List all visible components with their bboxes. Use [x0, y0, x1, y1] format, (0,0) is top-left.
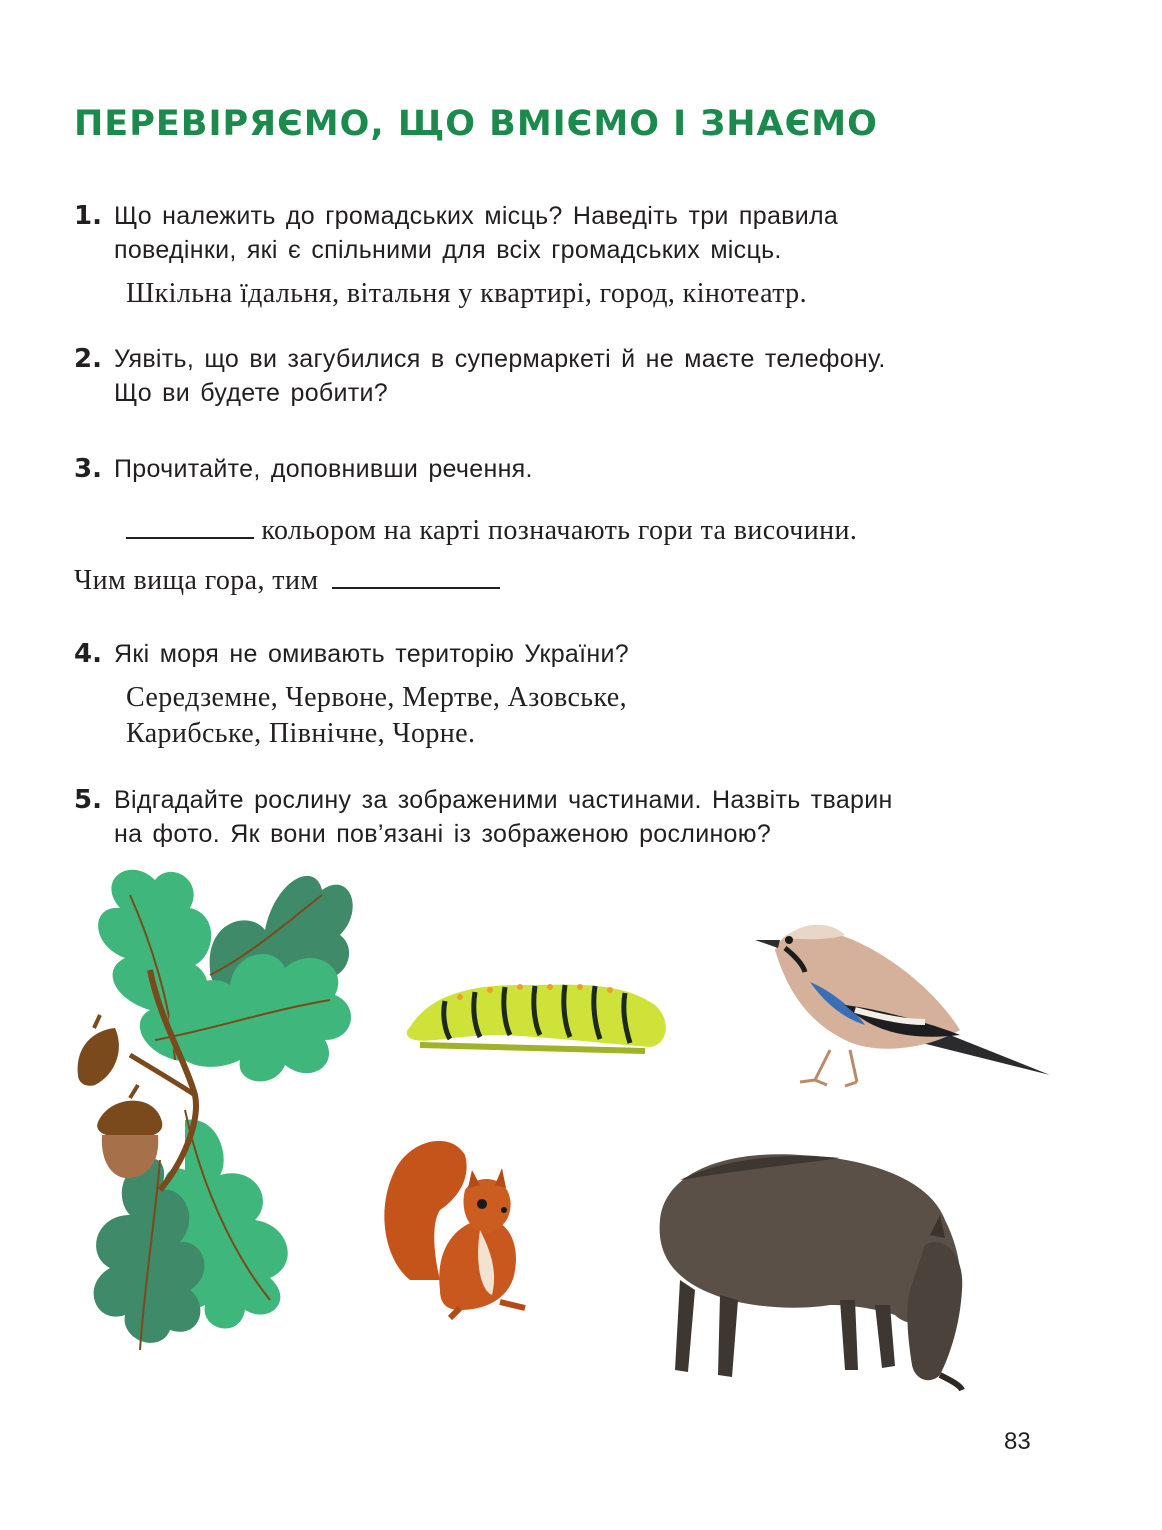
question-text: [114, 199, 1014, 267]
answer-line: Середземне, Червоне, Мертве, Азовське,: [126, 682, 627, 713]
squirrel-illustration: [380, 1130, 550, 1320]
fill-in-sentence-2: [74, 561, 500, 599]
question-line: поведінки, які є спільними для всіх громадських місць.: [114, 236, 782, 264]
answer-options-1: [126, 276, 807, 312]
page-number: 83: [1004, 1428, 1031, 1455]
wild-boar-illustration: [640, 1140, 980, 1400]
fill-in-sentence-1: [126, 511, 857, 549]
acorn-icon: [97, 1085, 162, 1178]
oak-branch-illustration: [60, 860, 360, 1360]
question-number: 3.: [74, 454, 102, 484]
blank-line[interactable]: [126, 511, 254, 539]
question-number: 2.: [74, 344, 102, 374]
caterpillar-illustration: [400, 965, 675, 1075]
question-text: [114, 783, 1014, 851]
jay-illustration: [745, 910, 1065, 1100]
question-line: Що належить до громадських місць? Наведіть три правила: [114, 202, 839, 230]
question-line: Що ви будете робити?: [114, 379, 389, 407]
question-line: Прочитайте, доповнивши речення.: [114, 455, 533, 483]
sentence-text: кольором на карті позначають гори та височини.: [261, 515, 858, 546]
answer-options-4: [126, 680, 627, 752]
question-line: на фото. Як вони пов’язані із зображеною рослиною?: [114, 820, 772, 848]
question-line: Відгадайте рослину за зображеними частинами. Назвіть тварин: [114, 786, 893, 814]
blank-line[interactable]: [332, 561, 500, 589]
answer-line: Шкільна їдальня, вітальня у квартирі, город, кінотеатр.: [126, 278, 807, 309]
question-text: [114, 637, 1014, 671]
question-text: [114, 452, 1014, 486]
acorn-icon: [78, 1015, 119, 1086]
page-title: ПЕРЕВІРЯЄМО, ЩО ВМІЄМО І ЗНАЄМО: [74, 104, 878, 144]
answer-line: Карибське, Північне, Чорне.: [126, 718, 476, 749]
question-text: [114, 342, 1014, 410]
sentence-text: Чим вища гора, тим: [74, 565, 319, 596]
question-number: 1.: [74, 201, 102, 231]
question-number: 4.: [74, 639, 102, 669]
question-line: Які моря не омивають територію України?: [114, 640, 629, 668]
question-number: 5.: [74, 785, 102, 815]
question-line: Уявіть, що ви загубилися в супермаркеті й не маєте телефону.: [114, 345, 886, 373]
